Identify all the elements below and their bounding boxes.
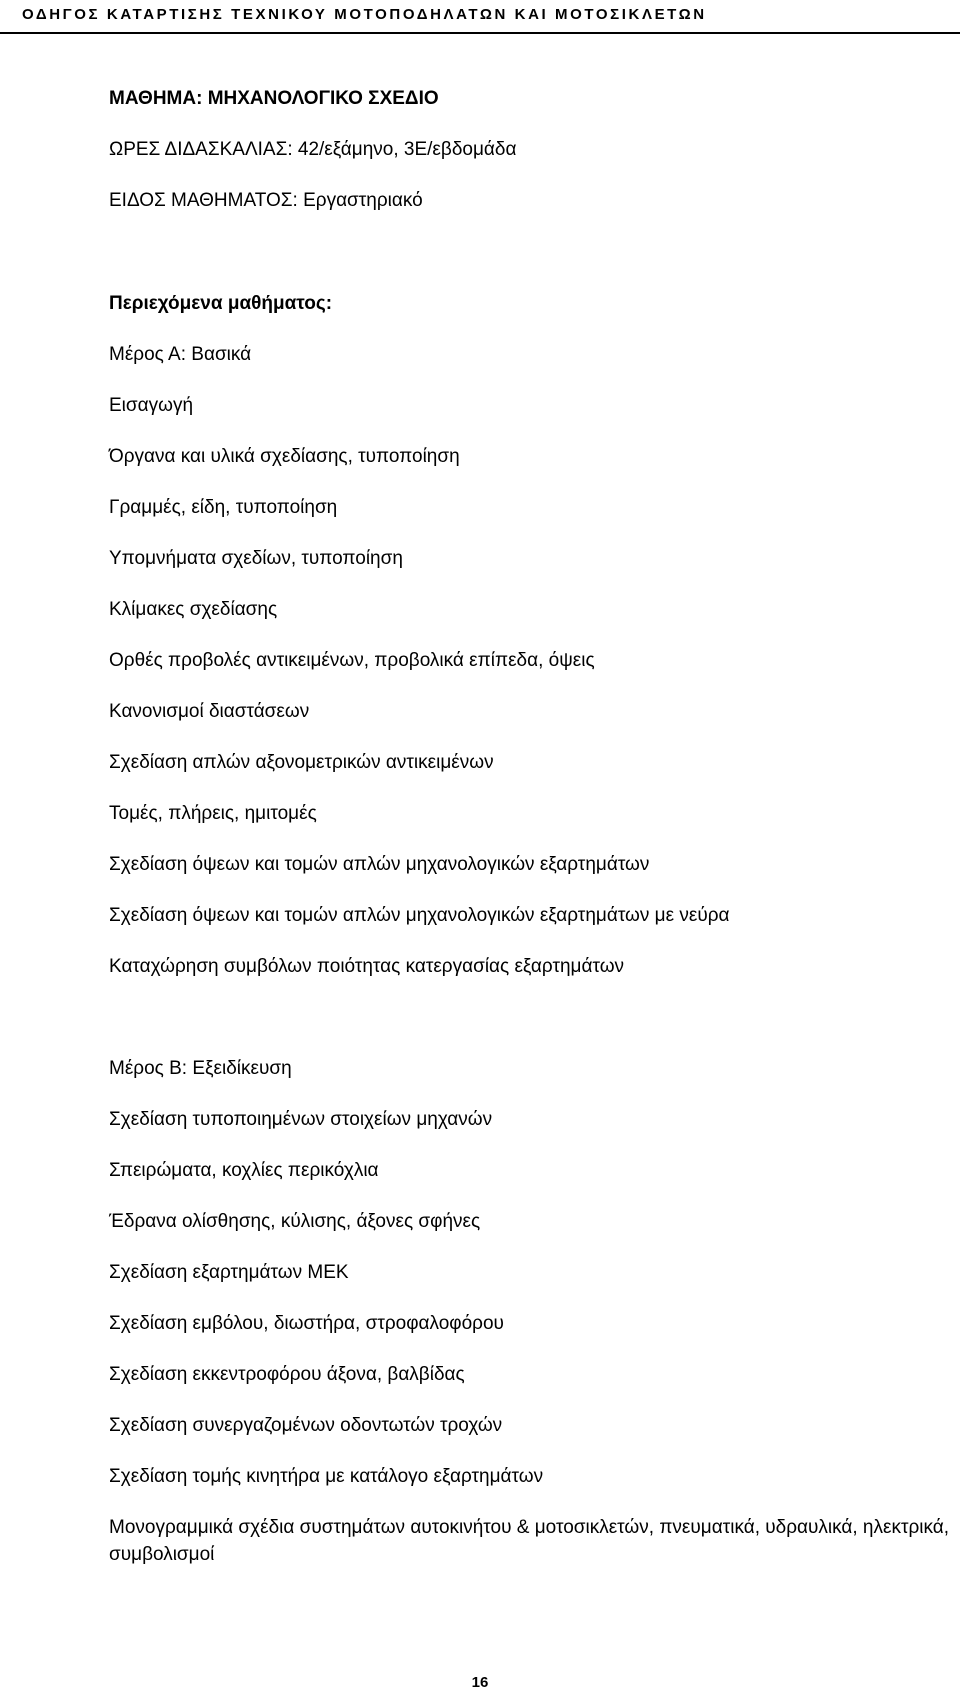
- running-header: [0, 0, 960, 34]
- part-a-item: Ορθές προβολές αντικειμένων, προβολικά επίπεδα, όψεις: [109, 650, 595, 671]
- part-b-item: Σχεδίαση εμβόλου, διωστήρα, στροφαλοφόρου: [109, 1313, 504, 1334]
- part-a-item: Σχεδίαση όψεων και τομών απλών μηχανολογικών εξαρτημάτων: [109, 854, 650, 875]
- part-a-item: Γραμμές, είδη, τυποποίηση: [109, 497, 338, 518]
- part-b-item: Σχεδίαση εκκεντροφόρου άξονα, βαλβίδας: [109, 1364, 465, 1385]
- course-type: ΕΙΔΟΣ ΜΑΘΗΜΑΤΟΣ: Εργαστηριακό: [109, 190, 423, 211]
- part-b-item: Έδρανα ολίσθησης, κύλισης, άξονες σφήνες: [109, 1211, 481, 1232]
- header-title: ΟΔΗΓΟΣ ΚΑΤΑΡΤΙΣΗΣ ΤΕΧΝΙΚΟΥ ΜΟΤΟΠΟΔΗΛΑΤΩΝ ΚΑΙ ΜΟΤΟΣΙΚΛΕΤΩΝ: [22, 6, 707, 23]
- page-number: 16: [471, 1674, 489, 1691]
- part-b-item: Σχεδίαση τυποποιημένων στοιχείων μηχανών: [109, 1109, 493, 1130]
- contents-heading: Περιεχόμενα μαθήματος:: [109, 293, 333, 314]
- part-a-item: Υπομνήματα σχεδίων, τυποποίηση: [109, 548, 403, 569]
- part-a-item: Κλίμακες σχεδίασης: [109, 599, 278, 620]
- course-hours: ΩΡΕΣ ΔΙΔΑΣΚΑΛΙΑΣ: 42/εξάμηνο, 3Ε/εβδομάδα: [109, 139, 517, 160]
- part-a-item: Κανονισμοί διαστάσεων: [109, 701, 310, 722]
- part-a-item: Τομές, πλήρεις, ημιτομές: [109, 803, 317, 824]
- part-a-item: Σχεδίαση όψεων και τομών απλών μηχανολογικών εξαρτημάτων με νεύρα: [109, 905, 730, 926]
- part-a-item: Σχεδίαση απλών αξονομετρικών αντικειμένων: [109, 752, 494, 773]
- part-b-item: Σπειρώματα, κοχλίες περικόχλια: [109, 1160, 379, 1181]
- header-rule: [0, 32, 960, 34]
- course-title: ΜΑΘΗΜΑ: ΜΗΧΑΝΟΛΟΓΙΚΟ ΣΧΕΔΙΟ: [109, 88, 439, 109]
- part-b-item: Σχεδίαση συνεργαζομένων οδοντωτών τροχών: [109, 1415, 503, 1436]
- part-b-title: Μέρος Β: Εξειδίκευση: [109, 1058, 292, 1079]
- part-a-item: Εισαγωγή: [109, 395, 194, 416]
- part-b-item: Σχεδίαση εξαρτημάτων ΜΕΚ: [109, 1262, 349, 1283]
- part-b-item: Σχεδίαση τομής κινητήρα με κατάλογο εξαρτημάτων: [109, 1466, 544, 1487]
- part-b-item: Μονογραμμικά σχέδια συστημάτων αυτοκινήτου & μοτοσικλετών, πνευματικά, υδραυλικά, ηλεκτρικά, συμβολισμοί: [109, 1517, 950, 1565]
- part-a-item: Καταχώρηση συμβόλων ποιότητας κατεργασίας εξαρτημάτων: [109, 956, 625, 977]
- part-a-title: Μέρος Α: Βασικά: [109, 344, 252, 365]
- part-a-item: Όργανα και υλικά σχεδίασης, τυποποίηση: [109, 446, 460, 467]
